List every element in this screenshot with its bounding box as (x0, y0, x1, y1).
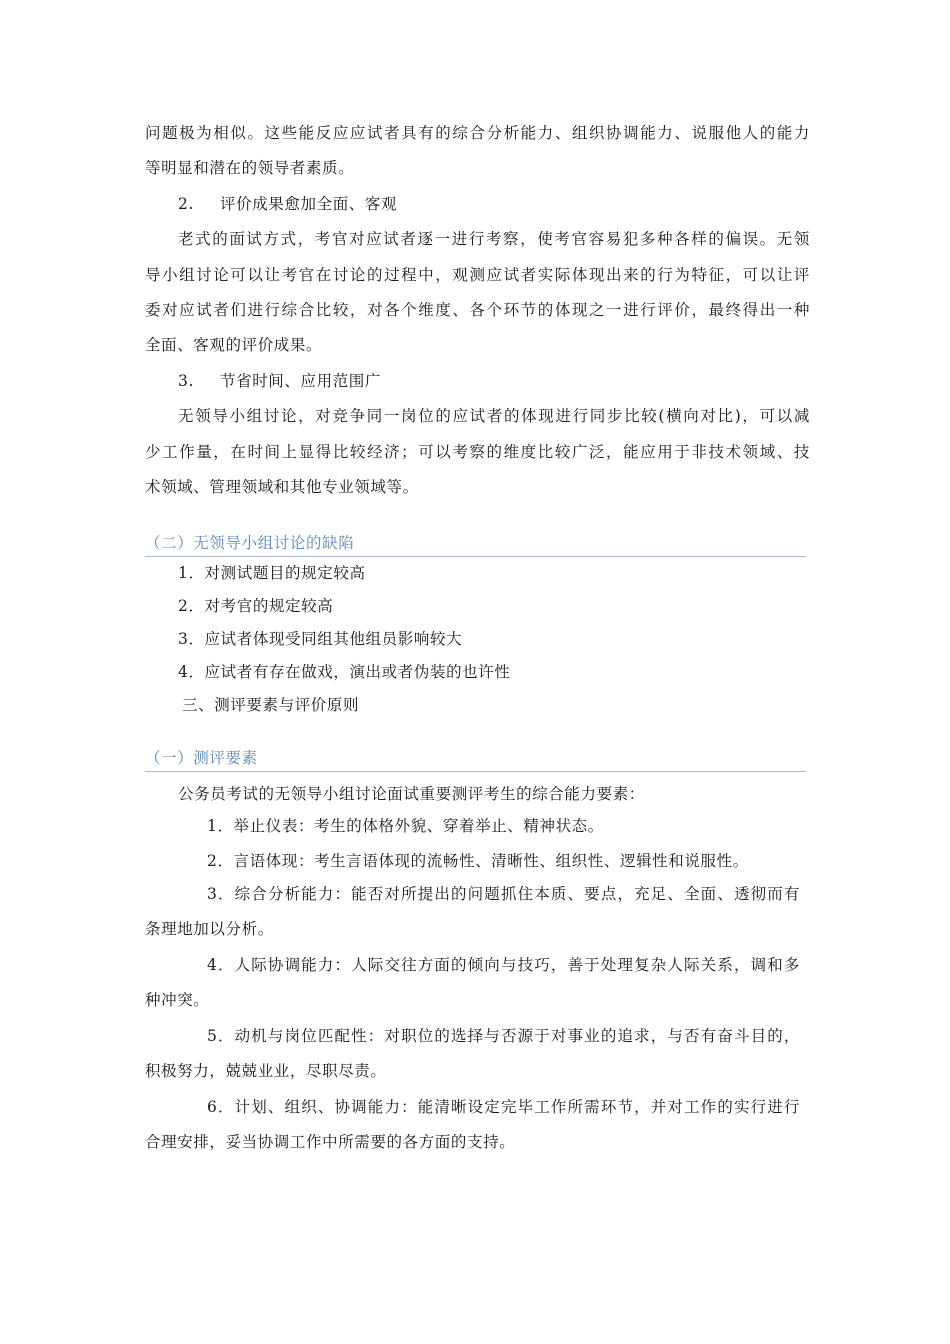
list-item: 3．综合分析能力：能否对所提出的问题抓住本质、要点，充足、全面、透彻而有 (207, 885, 800, 903)
numbered-subheading (178, 371, 843, 391)
list-item: 6．计划、组织、协调能力：能清晰设定完毕工作所需环节，并对工作的实行进行 (207, 1098, 800, 1116)
section-heading-elements: （一）测评要素 (145, 748, 806, 772)
paragraph-line: 公务员考试的无领导小组讨论面试重要测评考生的综合能力要素： (178, 785, 645, 803)
paragraph-line: 全面、客观的评价成果。 (145, 336, 323, 354)
list-item-continued: 条理地加以分析。 (145, 920, 274, 938)
list-item: 4．应试者有存在做戏，演出或者伪装的也许性 (178, 663, 511, 681)
list-item: 1．举止仪表：考生的体格外貌、穿着举止、精神状态。 (207, 817, 604, 835)
list-item: 5．动机与岗位匹配性：对职位的选择与否源于对事业的追求，与否有奋斗目的， (207, 1027, 800, 1045)
list-item: 3．应试者体现受同组其他组员影响较大 (178, 630, 463, 648)
item-number: 2. (178, 195, 194, 213)
list-item: 4．人际协调能力：人际交往方面的倾向与技巧，善于处理复杂人际关系，调和多 (207, 956, 800, 974)
numbered-subheading (178, 194, 843, 214)
list-item: 2．对考官的规定较高 (178, 597, 334, 615)
section-heading-defects: （二）无领导小组讨论的缺陷 (145, 533, 806, 557)
list-item-continued: 积极努力，兢兢业业，尽职尽责。 (145, 1062, 387, 1080)
paragraph-line: 少工作量，在时间上显得比较经济；可以考察的维度比较广泛，能应用于非技术领域、技 (145, 443, 810, 461)
paragraph-line: 无领导小组讨论，对竞争同一岗位的应试者的体现进行同步比较(横向对比)，可以减 (178, 407, 810, 425)
paragraph-line: 委对应试者们进行综合比较，对各个维度、各个环节的体现之一进行评价，最终得出一种 (145, 301, 810, 319)
paragraph-line: 老式的面试方式，考官对应试者逐一进行考察，使考官容易犯多种各样的偏误。无领 (178, 230, 810, 248)
paragraph-line: 等明显和潜在的领导者素质。 (145, 159, 355, 177)
list-item-continued: 合理安排，妥当协调工作中所需要的各方面的支持。 (145, 1133, 516, 1151)
list-item: 1．对测试题目的规定较高 (178, 564, 366, 582)
list-item: 2．言语体现：考生言语体现的流畅性、清晰性、组织性、逻辑性和说服性。 (207, 852, 749, 870)
item-number: 3. (178, 372, 194, 390)
list-item-continued: 种冲突。 (145, 991, 210, 1009)
section-title: 三、测评要素与评价原则 (182, 696, 360, 714)
paragraph-line: 术领域、管理领域和其他专业领域等。 (145, 478, 419, 496)
item-text: 评价成果愈加全面、客观 (220, 195, 398, 213)
item-text: 节省时间、应用范围广 (220, 372, 382, 390)
paragraph-line: 问题极为相似。这些能反应应试者具有的综合分析能力、组织协调能力、说服他人的能力 (145, 124, 810, 142)
paragraph-line: 导小组讨论可以让考官在讨论的过程中，观测应试者实际体现出来的行为特征，可以让评 (145, 266, 810, 284)
